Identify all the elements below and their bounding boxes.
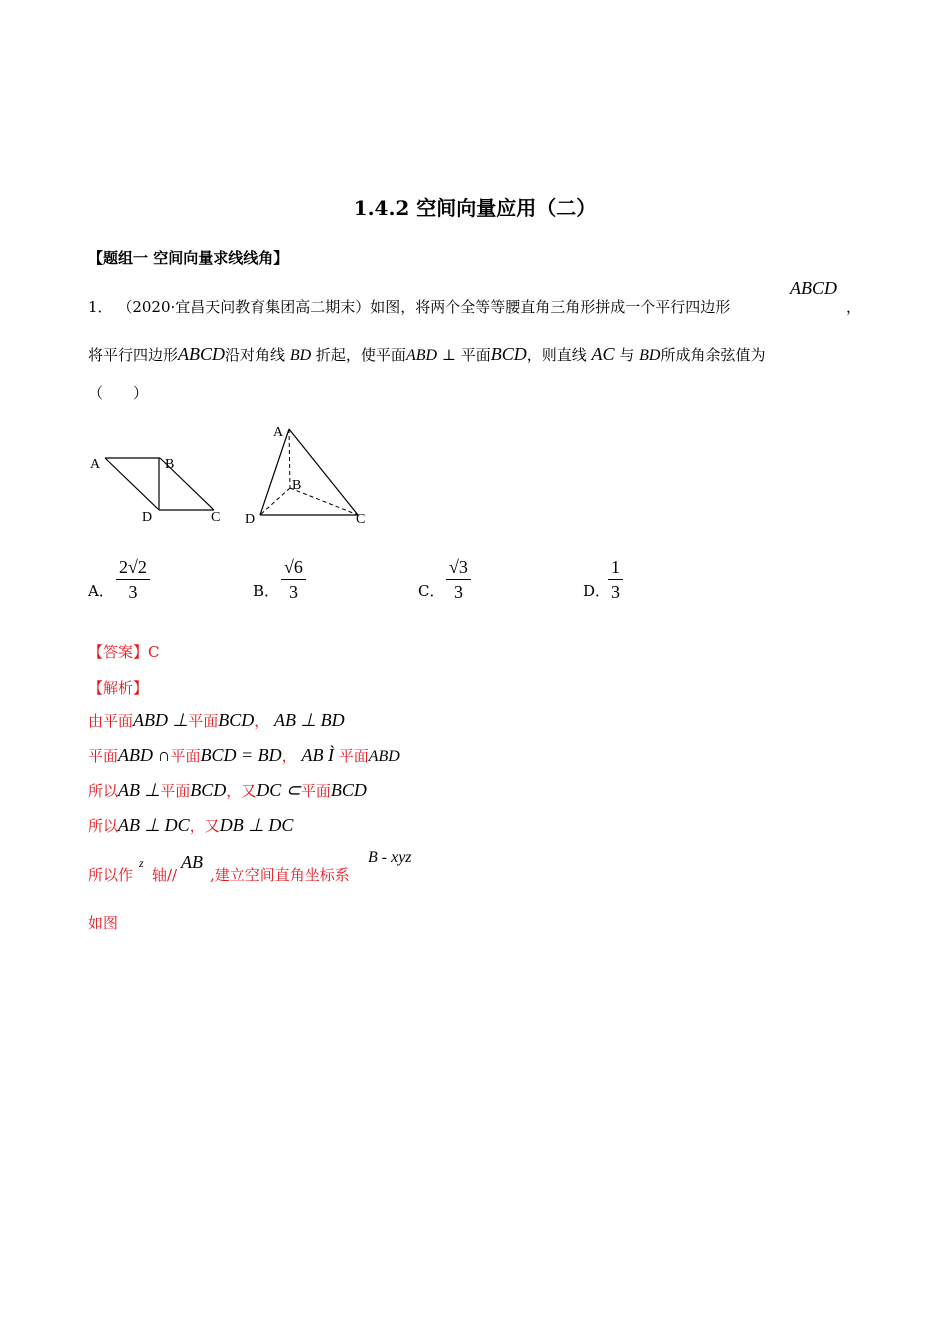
analysis-heading: 【解析】 — [88, 679, 149, 697]
q2-text-c: 折起，使平面 — [315, 346, 406, 364]
math-bd-1: BD — [289, 347, 312, 364]
option-a-numerator: 2√2 — [116, 555, 150, 580]
q2-text-a: 将平行四边形 — [88, 346, 179, 364]
a3-text-2: 平面 — [160, 782, 191, 800]
a4-text-2: ，又 — [189, 817, 220, 835]
figure-parallelogram — [88, 448, 228, 528]
a1-math-3: AB ⊥ BD — [274, 710, 345, 730]
a2-comma: ， — [281, 747, 297, 765]
a4-math-2: DB ⊥ DC — [219, 815, 294, 835]
option-c-numerator: √3 — [446, 555, 471, 580]
q2-text-f: 与 — [619, 346, 635, 364]
a5-text-2: ,建立空间直角坐标系 — [210, 866, 350, 884]
a4-math-1: AB ⊥ DC — [118, 815, 190, 835]
q2-text-b: 沿对角线 — [225, 346, 286, 364]
option-a-fraction — [116, 555, 150, 604]
a1-math-2: BCD — [218, 710, 255, 730]
q2-text-e: ，则直线 — [526, 346, 587, 364]
a4-text: 所以 — [88, 817, 119, 835]
a2-text-2: 平面 — [170, 747, 201, 765]
option-b-fraction — [281, 555, 306, 604]
question-line-2 — [88, 344, 765, 365]
math-abd: ABD — [405, 347, 438, 364]
a5-axis: 轴// — [152, 866, 178, 884]
option-a-denominator: 3 — [128, 582, 138, 602]
option-a-label[interactable]: A． — [88, 582, 114, 600]
option-c-label[interactable]: C． — [418, 582, 445, 600]
a3-math-4: BCD — [330, 780, 367, 800]
fig2-label-b: B — [292, 478, 302, 493]
option-d-denominator: 3 — [611, 582, 620, 602]
math-bcd: BCD — [490, 344, 527, 364]
a2-math-1: ABD ∩ — [118, 745, 171, 765]
a2-text-3: 平面 — [338, 747, 369, 765]
a1-comma: ， — [254, 712, 270, 730]
analysis-line-1 — [88, 710, 345, 731]
a2-text: 平面 — [88, 747, 119, 765]
math-ac: AC — [591, 344, 615, 364]
fig1-label-b: B — [165, 457, 175, 472]
fig1-label-c: C — [211, 510, 221, 525]
q2-text-d: 平面 — [460, 346, 491, 364]
perp-symbol: ⊥ — [441, 346, 456, 364]
fig2-label-a: A — [273, 425, 284, 440]
fig2-label-d: D — [245, 512, 256, 527]
a1-text: 由平面 — [88, 712, 134, 730]
fig2-label-c: C — [356, 512, 366, 527]
group-heading: 【题组一 空间向量求线线角】 — [88, 249, 289, 267]
a3-text-4: 平面 — [300, 782, 331, 800]
analysis-line-6: 如图 — [88, 914, 119, 932]
question-source: （2020·宜昌天问教育集团高二期末） — [117, 298, 371, 316]
option-b-denominator: 3 — [288, 582, 298, 602]
analysis-line-4 — [88, 815, 293, 836]
a5-z: z — [139, 856, 144, 870]
a2-math-4: ABD — [368, 748, 400, 765]
answer: 【答案】C — [88, 643, 160, 661]
a1-text-2: 平面 — [188, 712, 219, 730]
a5-text: 所以作 — [88, 866, 134, 884]
fig1-label-d: D — [142, 510, 153, 525]
comma: ， — [846, 298, 862, 316]
a3-math-1: AB ⊥ — [118, 780, 161, 800]
fig1-label-a: A — [90, 457, 101, 472]
option-d-label[interactable]: D． — [583, 582, 611, 600]
option-b-numerator: √6 — [281, 555, 306, 580]
analysis-line-2 — [88, 745, 400, 766]
a3-math-2: BCD — [190, 780, 227, 800]
question-text-1: 如图，将两个全等等腰直角三角形拼成一个平行四边形 — [370, 298, 731, 316]
option-b-label[interactable]: B． — [253, 582, 280, 600]
a2-math-3: AB Ì — [301, 745, 334, 765]
question-line-1 — [88, 296, 730, 317]
math-abcd-2: ABCD — [178, 344, 226, 364]
answer-paren: （ ） — [88, 384, 149, 402]
option-c-denominator: 3 — [453, 582, 463, 602]
a5-math-ab: AB — [181, 852, 203, 872]
figure-tetrahedron — [240, 418, 380, 530]
a3-math-3: DC ⊂ — [256, 780, 301, 800]
a3-text-3: ，又 — [226, 782, 257, 800]
option-c-fraction — [446, 555, 471, 604]
option-d-numerator: 1 — [608, 555, 623, 580]
option-d-fraction — [608, 555, 623, 604]
analysis-line-3 — [88, 780, 367, 801]
q2-text-g: 所成角余弦值为 — [660, 346, 766, 364]
analysis-line-5 — [88, 864, 133, 885]
a3-text: 所以 — [88, 782, 119, 800]
page-title: 1.4.2 空间向量应用（二） — [353, 196, 597, 220]
question-number: 1． — [88, 298, 113, 316]
a5-math-coord: B - xyz — [368, 849, 412, 866]
math-abcd-1: ABCD — [790, 278, 837, 298]
a1-math-1: ABD ⊥ — [133, 710, 189, 730]
a2-math-2: BCD = BD — [200, 745, 282, 765]
math-bd-2: BD — [639, 347, 661, 364]
